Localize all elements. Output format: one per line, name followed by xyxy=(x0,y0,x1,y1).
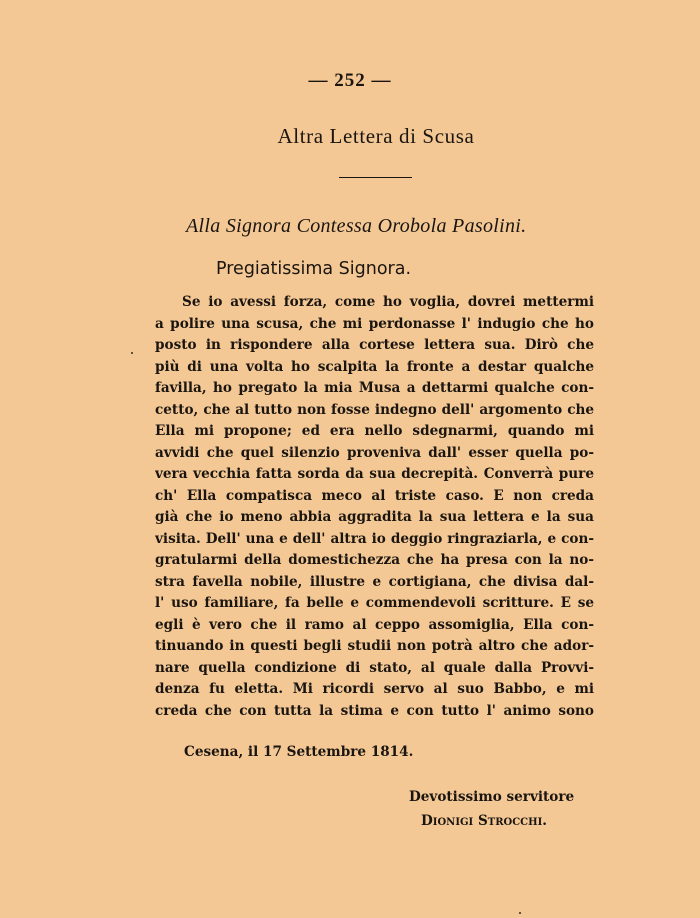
body-line: creda che con tutta la stima e con tutto l' animo sono xyxy=(155,702,594,719)
body-line: denza fu eletta. Mi ricordi servo al suo Babbo, e mi xyxy=(155,681,594,697)
body-line: a polire una scusa, che mi perdonasse l' indugio che ho xyxy=(155,315,594,332)
body-line: tinuando in questi begli studii non potrà altro che ador- xyxy=(155,638,594,654)
ink-speck xyxy=(519,912,521,914)
body-line: nare quella condizione di stato, al quale dalla Provvi- xyxy=(155,659,594,676)
closing: Devotissimo servitore xyxy=(409,789,575,805)
body-line: vera vecchia fatta sorda da sua decrepità. Converrà pure xyxy=(155,466,594,482)
body-line: Ella mi propone; ed era nello sdegnarmi, quando mi xyxy=(155,423,594,439)
addressee: Alla Signora Contessa Orobola Pasolini. xyxy=(186,215,527,237)
body-line: gratularmi della domestichezza che ha presa con la no- xyxy=(155,552,594,568)
ink-speck xyxy=(131,352,133,354)
body-line: avvidi che quel silenzio proveniva dall' esser quella po- xyxy=(155,444,594,461)
body-line: già che io meno abbia aggradita la sua lettera e la sua xyxy=(155,509,594,525)
body-line: cetto, che al tutto non fosse indegno dell' argomento che xyxy=(155,401,594,418)
body-line: favilla, ho pregato la mia Musa a dettarmi qualche con- xyxy=(155,380,594,396)
body-line: l' uso familiare, fa belle e commendevoli scritture. E se xyxy=(155,595,594,611)
body-line: ch' Ella compatisca meco al triste caso. E non creda xyxy=(155,487,594,504)
body-line: più di una volta ho scalpita la fronte a destar qualche xyxy=(155,358,594,375)
signature: Dionigi Strocchi. xyxy=(421,813,548,829)
salutation: Pregiatissima Signora. xyxy=(216,259,412,279)
title-divider xyxy=(339,177,412,178)
letter-title: Altra Lettera di Scusa xyxy=(277,124,475,148)
letter-body xyxy=(155,292,594,722)
page-number: — 252 — xyxy=(308,70,392,91)
body-line: posto in rispondere alla cortese lettera sua. Dirò che xyxy=(155,337,594,353)
dateline: Cesena, il 17 Settembre 1814. xyxy=(184,744,414,760)
body-line: Se io avessi forza, come ho voglia, dovrei mettermi xyxy=(182,294,594,310)
body-line: stra favella nobile, illustre e cortigiana, che divisa dal- xyxy=(155,573,594,590)
body-line: visita. Dell' una e dell' altra io deggio ringraziarla, e con- xyxy=(155,530,594,547)
body-line: egli è vero che il ramo al ceppo assomiglia, Ella con- xyxy=(155,616,594,633)
